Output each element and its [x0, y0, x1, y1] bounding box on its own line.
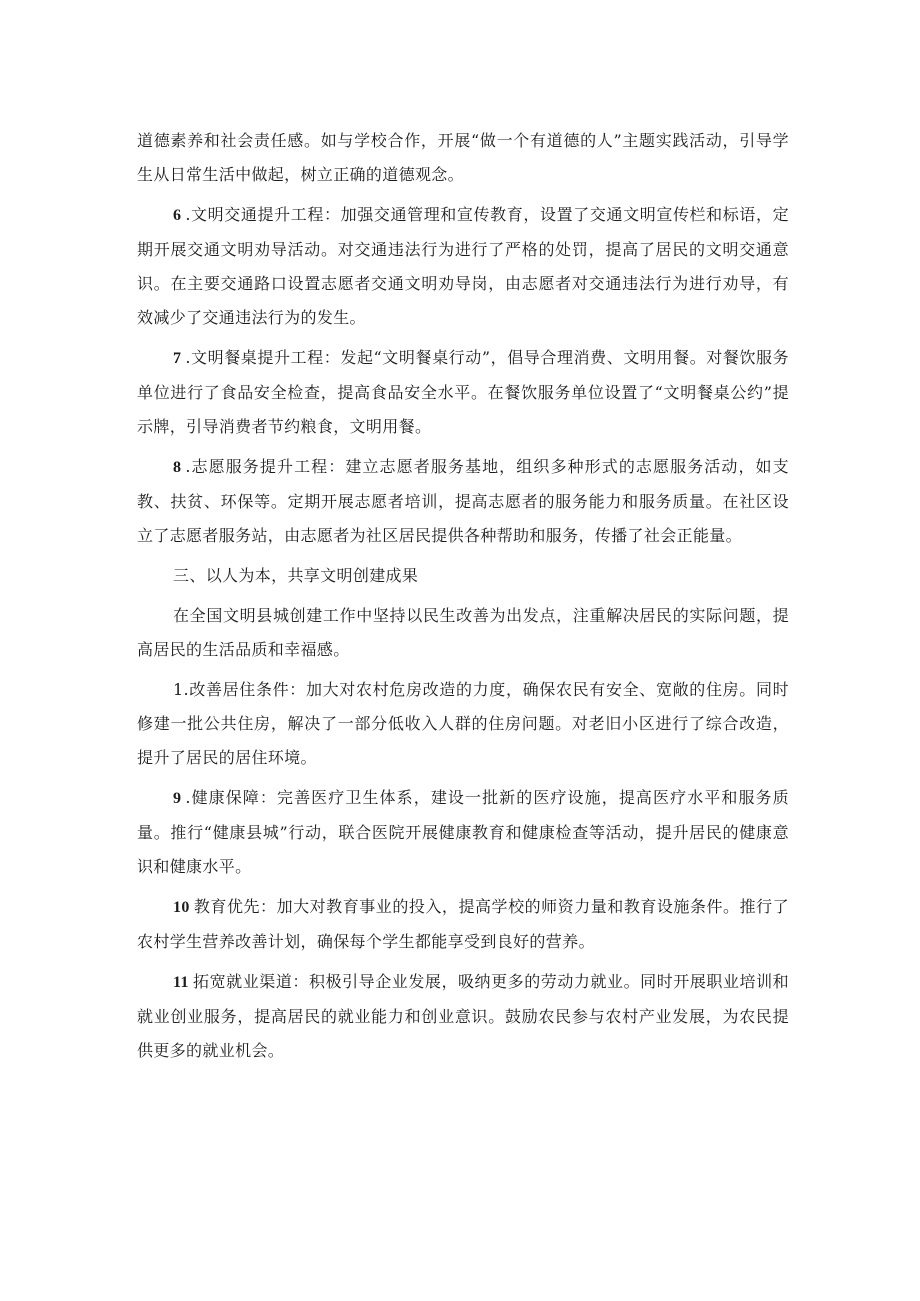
item-number: 8 — [173, 459, 182, 476]
item-number: 10 — [173, 899, 190, 916]
item-number: 9 — [173, 790, 182, 807]
paragraph-text: 教育优先：加大对教育事业的投入，提高学校的师资力量和教育设施条件。推行了农村学生营养改善计划，确保每个学生都能享受到良好的营养。 — [137, 897, 789, 951]
paragraph-text: 拓宽就业渠道：积极引导企业发展，吸纳更多的劳动力就业。同时开展职业培训和就业创业服务，提高居民的就业能力和创业意识。鼓励农民参与农村产业发展，为农民提供更多的就业机会。 — [137, 972, 789, 1060]
paragraph-text: .志愿服务提升工程：建立志愿者服务基地，组织多种形式的志愿服务活动，如支教、扶贫、环保等。定期开展志愿者培训，提高志愿者的服务能力和服务质量。在社区设立了志愿者服务站，由志愿者为社区居民提供各种帮助和服务，传播了社会正能量。 — [137, 457, 789, 545]
paragraph-item-8-volunteer — [137, 450, 789, 553]
paragraph-text: .文明餐桌提升工程：发起“文明餐桌行动”，倡导合理消费、文明用餐。对餐饮服务单位进行了食品安全检查，提高食品安全水平。在餐饮服务单位设置了“文明餐桌公约”提示牌，引导消费者节约粮食，文明用餐。 — [137, 348, 789, 436]
paragraph-item-1-housing — [137, 673, 789, 775]
section-heading-text: 三、以人为本，共享文明创建成果 — [173, 566, 419, 585]
paragraph-text: .健康保障：完善医疗卫生体系，建设一批新的医疗设施，提高医疗水平和服务质量。推行“健康县城”行动，联合医院开展健康教育和健康检查等活动，提升居民的健康意识和健康水平。 — [137, 788, 789, 876]
paragraph-item-11-employment — [137, 965, 789, 1068]
paragraph-moral-education-continued — [137, 124, 789, 192]
item-number: 7 — [173, 350, 182, 367]
item-number: 6 — [173, 207, 182, 224]
paragraph-text: 道德素养和社会责任感。如与学校合作，开展“做一个有道德的人”主题实践活动，引导学生从日常生活中做起，树立正确的道德观念。 — [137, 131, 789, 184]
paragraph-item-10-education — [137, 890, 789, 959]
section-heading-three — [137, 559, 789, 593]
item-number: 11 — [173, 974, 189, 991]
paragraph-item-6-traffic — [137, 198, 789, 335]
paragraph-text: 1.改善居住条件：加大对农村危房改造的力度，确保农民有安全、宽敞的住房。同时修建一批公共住房，解决了一部分低收入人群的住房问题。对老旧小区进行了综合改造，提升了居民的居住环境。 — [137, 680, 789, 767]
document-page — [137, 124, 789, 1068]
paragraph-text: .文明交通提升工程：加强交通管理和宣传教育，设置了交通文明宣传栏和标语，定期开展交通文明劝导活动。对交通违法行为进行了严格的处罚，提高了居民的文明交通意识。在主要交通路口设置志愿者交通文明劝导岗，由志愿者对交通违法行为进行劝导，有效减少了交通违法行为的发生。 — [137, 205, 789, 327]
paragraph-text: 在全国文明县城创建工作中坚持以民生改善为出发点，注重解决居民的实际问题，提高居民的生活品质和幸福感。 — [137, 606, 789, 659]
paragraph-livelihood-intro — [137, 599, 789, 667]
paragraph-item-7-dining — [137, 341, 789, 444]
paragraph-item-9-health — [137, 781, 789, 884]
